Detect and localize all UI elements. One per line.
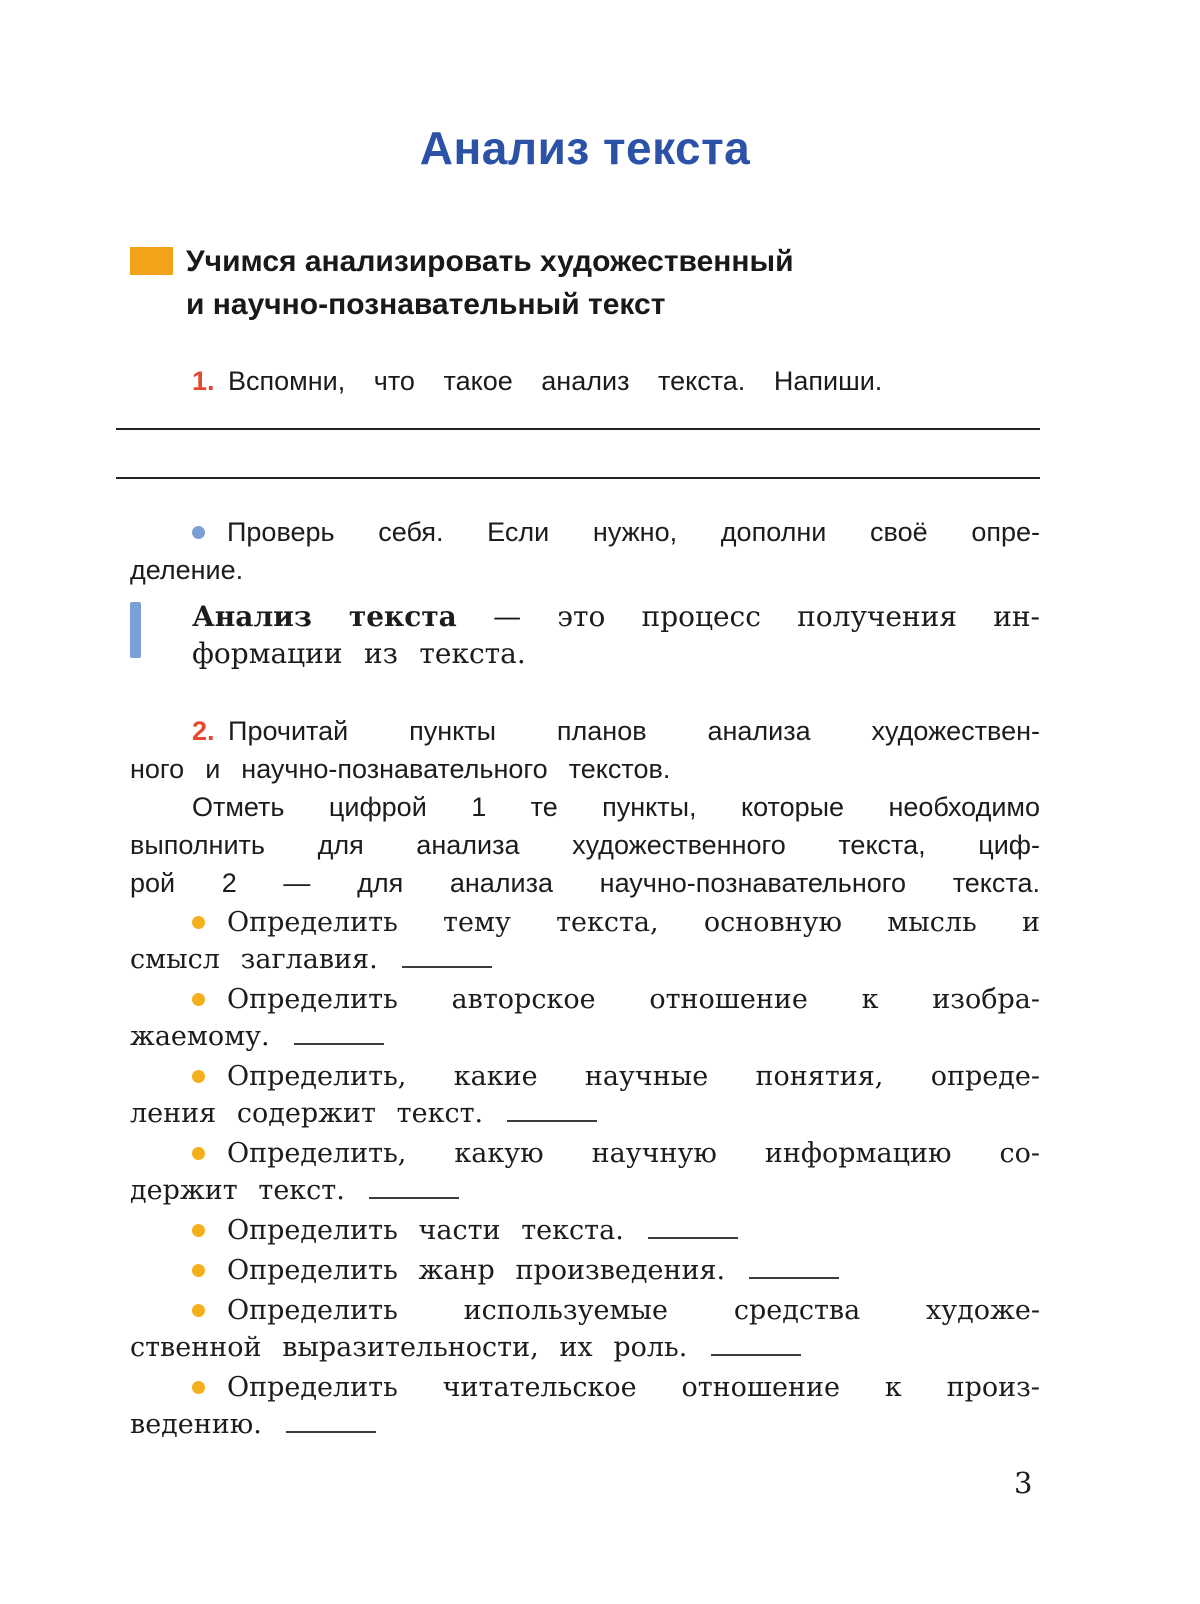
bullet-icon: [192, 1224, 205, 1237]
task-text: Отметь цифрой 1 те пункты, которые необходимо: [192, 792, 1040, 822]
definition-line: [192, 635, 1040, 672]
heading-line: и научно-познавательный текст: [186, 288, 666, 321]
definition-line: [192, 598, 1040, 635]
bullet-icon: [192, 526, 205, 539]
task-2: [130, 712, 1040, 902]
writing-line[interactable]: [116, 428, 1040, 430]
list-item-line: [130, 941, 1040, 978]
list-item: [130, 981, 1040, 1055]
analysis-plan-list: [130, 904, 1040, 1443]
list-item-line: [130, 1292, 1040, 1329]
task-text: Вспомни, что такое анализ текста. Напиши.: [228, 366, 883, 396]
task-line: [130, 788, 1040, 826]
list-item-line: [130, 1095, 1040, 1132]
task-line: [130, 362, 1040, 400]
task-number: 1.: [192, 366, 215, 396]
list-item: [130, 1058, 1040, 1132]
bullet-icon: [192, 1264, 205, 1277]
list-item-text: Определить тему текста, основную мысль и: [227, 907, 1040, 938]
list-item-line: [130, 904, 1040, 941]
list-item-line: [130, 1212, 1040, 1249]
bullet-icon: [192, 1147, 205, 1160]
list-item: [130, 1252, 1040, 1289]
list-item: [130, 1369, 1040, 1443]
page-number: 3: [1014, 1466, 1033, 1500]
list-item-text: ления содержит текст.: [130, 1098, 484, 1129]
list-item-text: жаемому.: [130, 1021, 270, 1052]
list-item-text: Определить читательское отношение к произ-: [227, 1372, 1040, 1403]
list-item-text: Определить, какие научные понятия, опреде-: [227, 1061, 1040, 1092]
list-item-text: Определить жанр произведения.: [227, 1255, 726, 1286]
writing-line[interactable]: [116, 477, 1040, 479]
definition-block: [130, 598, 1040, 672]
task-text: Прочитай пункты планов анализа художествен-: [228, 716, 1040, 746]
bullet-icon: [192, 1070, 205, 1083]
list-item-line: [130, 1018, 1040, 1055]
task-text: ного и научно-познавательного текстов.: [130, 754, 671, 784]
list-item-line: [130, 1172, 1040, 1209]
task-1: [130, 362, 1040, 400]
list-item-text: смысл заглавия.: [130, 944, 378, 975]
bullet-icon: [192, 916, 205, 929]
bullet-icon: [192, 993, 205, 1006]
section-heading-text: [186, 240, 794, 326]
page-title: Анализ текста: [419, 122, 751, 174]
list-item-line: [130, 1329, 1040, 1366]
answer-blank[interactable]: [711, 1350, 801, 1356]
definition-term: Анализ текста: [192, 600, 457, 633]
list-item-text: ственной выразительности, их роль.: [130, 1332, 688, 1363]
definition-text: формации из текста.: [192, 637, 526, 670]
answer-blank[interactable]: [369, 1193, 459, 1199]
list-item-line: [130, 1369, 1040, 1406]
list-item-text: ведению.: [130, 1409, 262, 1440]
answer-blank[interactable]: [648, 1233, 738, 1239]
answer-blank[interactable]: [286, 1427, 376, 1433]
task-number: 2.: [192, 716, 215, 746]
list-item-text: Определить, какую научную информацию со-: [227, 1138, 1040, 1169]
answer-blank[interactable]: [749, 1273, 839, 1279]
list-item-line: [130, 1058, 1040, 1095]
writing-lines: [116, 428, 1040, 479]
list-item-line: [130, 1406, 1040, 1443]
task-line: [130, 712, 1040, 750]
answer-blank[interactable]: [294, 1039, 384, 1045]
list-item-text: Определить части текста.: [227, 1215, 624, 1246]
task-line: [130, 826, 1040, 864]
task-line: [130, 750, 1040, 788]
list-item-line: [130, 1135, 1040, 1172]
section-heading: [130, 240, 1040, 326]
task-line: [130, 864, 1040, 902]
check-text: деление.: [130, 555, 244, 585]
list-item-line: [130, 1252, 1040, 1289]
list-item-line: [130, 981, 1040, 1018]
check-line: [130, 513, 1040, 551]
bullet-icon: [192, 1304, 205, 1317]
answer-blank[interactable]: [402, 962, 492, 968]
bullet-icon: [192, 1381, 205, 1394]
list-item: [130, 1292, 1040, 1366]
section-marker-icon: [130, 247, 173, 275]
definition-text: — это процесс получения ин-: [493, 600, 1040, 633]
task-text: выполнить для анализа художественного текста, циф-: [130, 830, 1040, 860]
list-item-text: Определить авторское отношение к изобра-: [227, 984, 1040, 1015]
list-item-text: держит текст.: [130, 1175, 345, 1206]
list-item-text: Определить используемые средства художе-: [227, 1295, 1040, 1326]
heading-line: Учимся анализировать художественный: [186, 245, 794, 278]
list-item: [130, 904, 1040, 978]
list-item: [130, 1135, 1040, 1209]
check-yourself: [130, 513, 1040, 589]
check-text: Проверь себя. Если нужно, дополни своё опре-: [227, 517, 1040, 547]
list-item: [130, 1212, 1040, 1249]
answer-blank[interactable]: [507, 1116, 597, 1122]
task-text: рой 2 — для анализа научно-познавательного текста.: [130, 868, 1040, 898]
definition-bar: [130, 602, 141, 658]
check-line: [130, 551, 1040, 589]
